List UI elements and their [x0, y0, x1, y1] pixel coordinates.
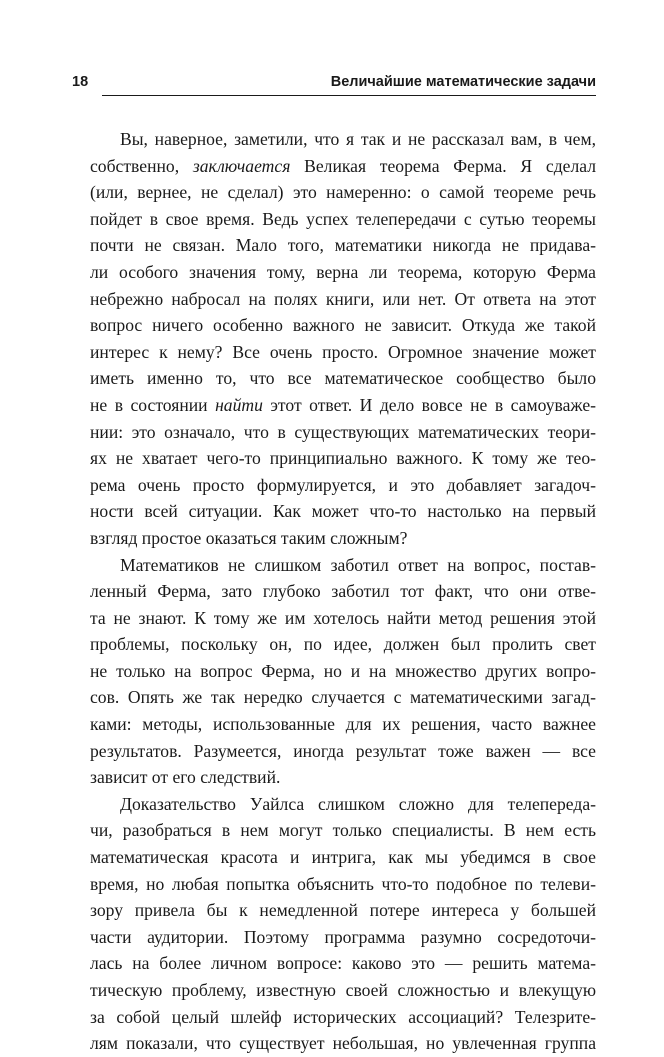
text-line: лям показали, что существует небольшая, но увлеченная группа [90, 1033, 596, 1054]
running-head [72, 72, 596, 94]
paragraph [90, 552, 596, 791]
text-line: небрежно набросал на полях книги, или нет. От ответа на этот [90, 288, 596, 309]
text-line: рема очень просто формулируется, и это добавляет загадоч- [90, 474, 596, 495]
emphasis: найти [215, 394, 263, 415]
text-line: вопрос ничего особенно важного не зависит. Откуда же такой [90, 315, 596, 336]
text-line: пойдет в свое время. Ведь успех телепередачи с сутью теоремы [90, 208, 596, 229]
text-line: чи, разобраться в нем могут только специалисты. В нем есть [90, 820, 596, 841]
paragraph [90, 126, 596, 552]
text-line: Доказательство Уайлса слишком сложно для телепереда- [120, 793, 596, 814]
text-line: не в состоянии найти этот ответ. И дело вовсе не в самоуваже- [90, 394, 596, 415]
body-text [90, 126, 596, 1057]
text-line: иметь именно то, что все математическое сообщество было [90, 368, 596, 389]
text-line: за собой целый шлейф исторических ассоциаций? Телезрите- [90, 1006, 596, 1027]
emphasis: заключается [192, 155, 291, 176]
text-line: взгляд простое оказаться таким сложным? [90, 527, 408, 548]
text-line: зависит от его следствий. [90, 767, 281, 788]
text-line: ности всей ситуации. Как может что-то настолько на первый [90, 501, 596, 522]
text-line: Математиков не слишком заботил ответ на вопрос, постав- [120, 554, 596, 575]
text-line: Вы, наверное, заметили, что я так и не рассказал вам, в чем, [120, 129, 596, 149]
text-line: (или, вернее, не сделал) это намеренно: о самой теореме речь [90, 182, 596, 203]
text-line: интерес к нему? Все очень просто. Огромное значение может [90, 341, 596, 362]
text-line: сов. Опять же так нередко случается с математическими загад- [90, 687, 596, 708]
text-line: математическая красота и интрига, как мы убедимся в свое [90, 847, 596, 868]
page-number: 18 [72, 74, 89, 90]
text-line: время, но любая попытка объяснить что-то подобное по телеви- [90, 873, 596, 894]
paragraph [90, 791, 596, 1057]
text-line: ленный Ферма, зато глубоко заботил тот факт, что они отве- [90, 581, 596, 602]
text-line: части аудитории. Поэтому программа разумно сосредоточи- [90, 926, 596, 947]
text-line: ли особого значения тому, верна ли теорема, которую Ферма [90, 261, 596, 282]
text-line: не только на вопрос Ферма, но и на множество других вопро- [90, 660, 596, 681]
chapter-title: Величайшие математические задачи [330, 74, 596, 90]
text-line: собственно, заключается Великая теорема Ферма. Я сделал [90, 155, 596, 176]
text-line: результатов. Разумеется, иногда результат тоже важен — все [90, 740, 596, 761]
text-line: зору привела бы к немедленной потере интереса у большей [90, 900, 596, 921]
text-line: лась на более личном вопросе: каково это — решить матема- [90, 953, 596, 974]
text-line: та не знают. К тому же им хотелось найти метод решения этой [90, 607, 596, 628]
text-line: ях не хватает чего-то принципиально важного. К тому же теo- [90, 448, 596, 469]
text-line: тическую проблему, известную своей сложностью и влекущую [90, 980, 596, 1000]
text-line: нии: это означало, что в существующих математических теори- [90, 421, 596, 442]
text-line: почти не связан. Мало того, математики никогда не придава- [90, 235, 596, 256]
text-line: ками: методы, использованные для их решения, часто важнее [90, 714, 596, 735]
header-rule [102, 95, 596, 96]
text-line: проблемы, поскольку он, по идее, должен был пролить свет [90, 634, 596, 655]
